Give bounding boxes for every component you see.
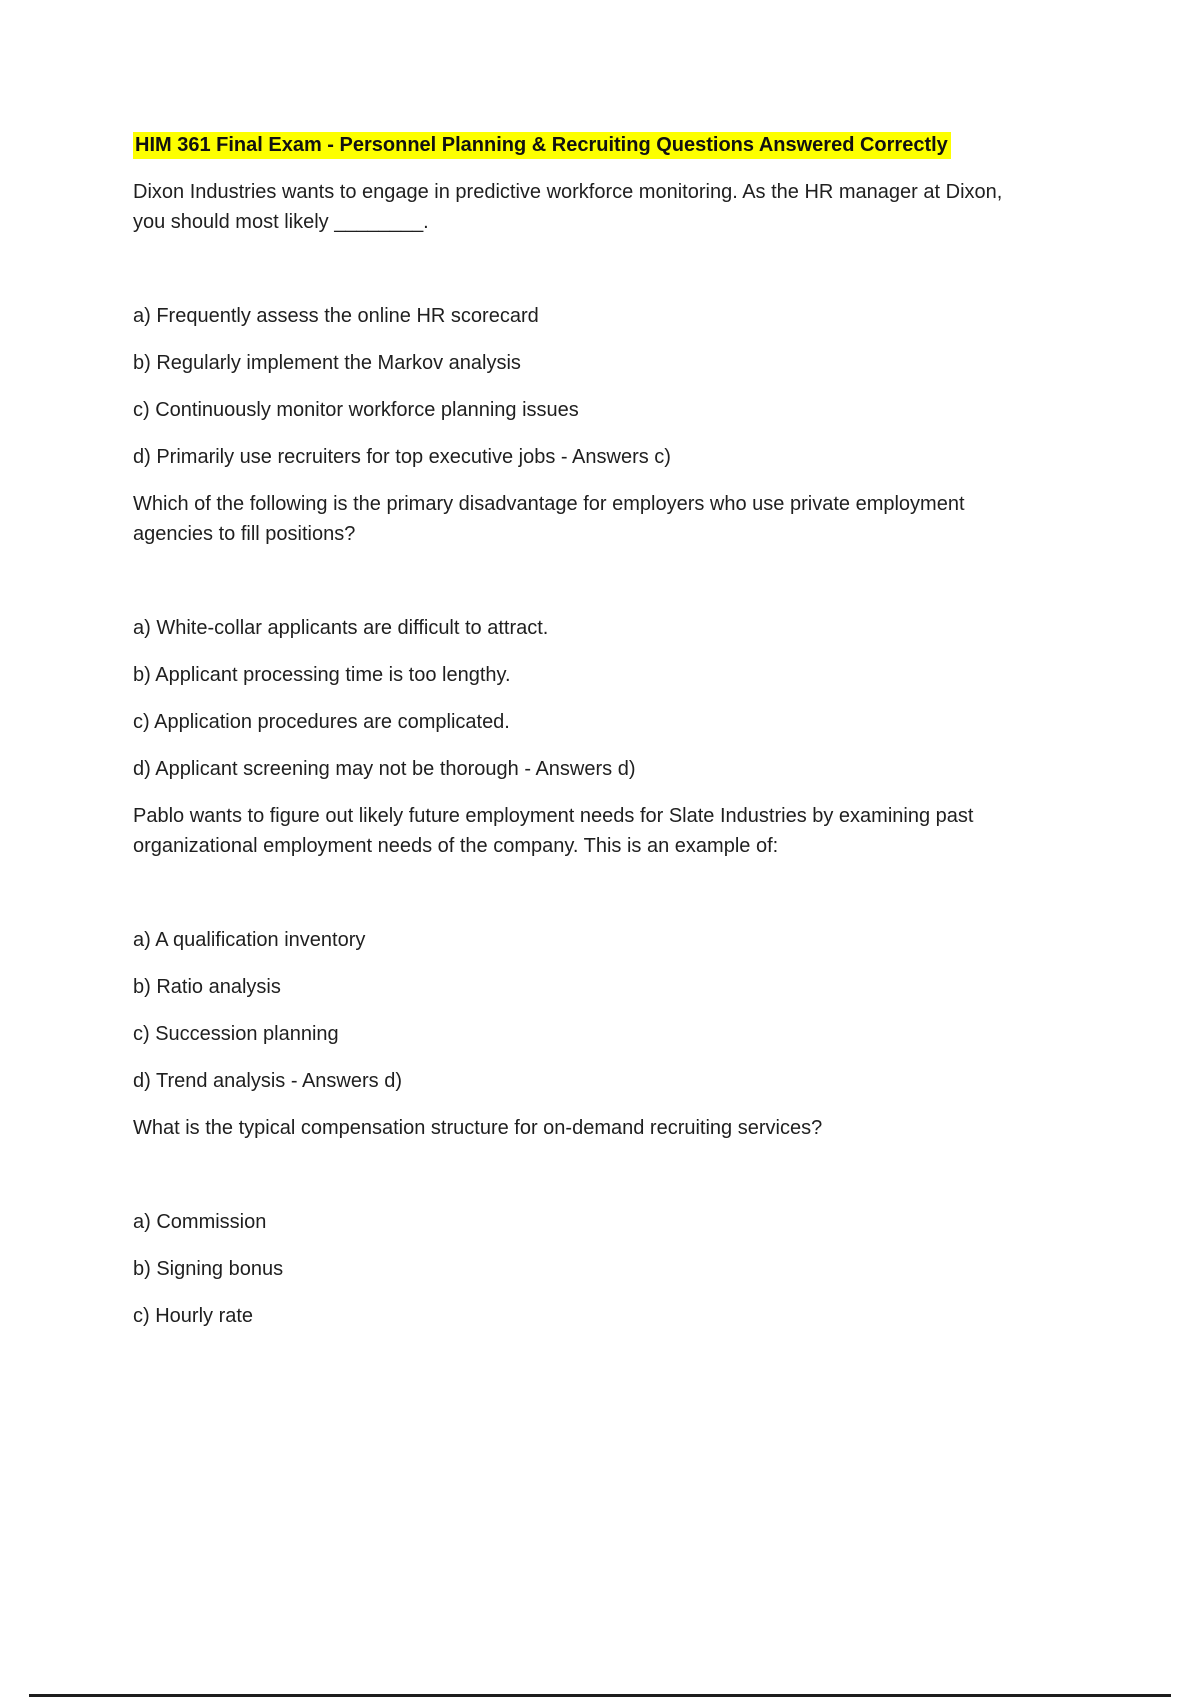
answer-option: d) Applicant screening may not be thorough - Answers d) <box>133 758 636 780</box>
question-text: Dixon Industries wants to engage in predictive workforce monitoring. As the HR manager at Dixon, you should most likely ________. <box>133 181 1003 233</box>
answer-option: a) Frequently assess the online HR scorecard <box>133 305 539 327</box>
answer-option: d) Primarily use recruiters for top executive jobs - Answers c) <box>133 446 671 468</box>
answer-option: a) Commission <box>133 1211 267 1233</box>
answer-option: b) Signing bonus <box>133 1258 284 1280</box>
document-title-line <box>133 130 1038 160</box>
blank-line <box>133 878 1038 908</box>
answer-option: c) Hourly rate <box>133 1305 254 1327</box>
answer-option: c) Succession planning <box>133 1023 339 1045</box>
answer-option: d) Trend analysis - Answers d) <box>133 1070 402 1092</box>
blank-line <box>133 254 1038 284</box>
answer-option: c) Continuously monitor workforce planning issues <box>133 399 579 421</box>
answer-option: b) Applicant processing time is too lengthy. <box>133 664 511 686</box>
answer-option: b) Ratio analysis <box>133 976 281 998</box>
answer-option: c) Application procedures are complicated. <box>133 711 510 733</box>
question-text: What is the typical compensation structure for on-demand recruiting services? <box>133 1117 823 1139</box>
question-text: Which of the following is the primary disadvantage for employers who use private employment agencies to fill positions? <box>133 493 965 545</box>
answer-option: b) Regularly implement the Markov analysis <box>133 352 521 374</box>
question-text: Pablo wants to figure out likely future employment needs for Slate Industries by examining past organizational employment needs of the company. This is an example of: <box>133 805 974 857</box>
blank-line <box>133 1160 1038 1190</box>
document-title: HIM 361 Final Exam - Personnel Planning & Recruiting Questions Answered Correctly <box>133 132 951 159</box>
page-bottom-divider <box>29 1694 1171 1697</box>
answer-option: a) White-collar applicants are difficult to attract. <box>133 617 549 639</box>
blank-line <box>133 566 1038 596</box>
answer-option: a) A qualification inventory <box>133 929 366 951</box>
document-page <box>133 130 1038 1348</box>
